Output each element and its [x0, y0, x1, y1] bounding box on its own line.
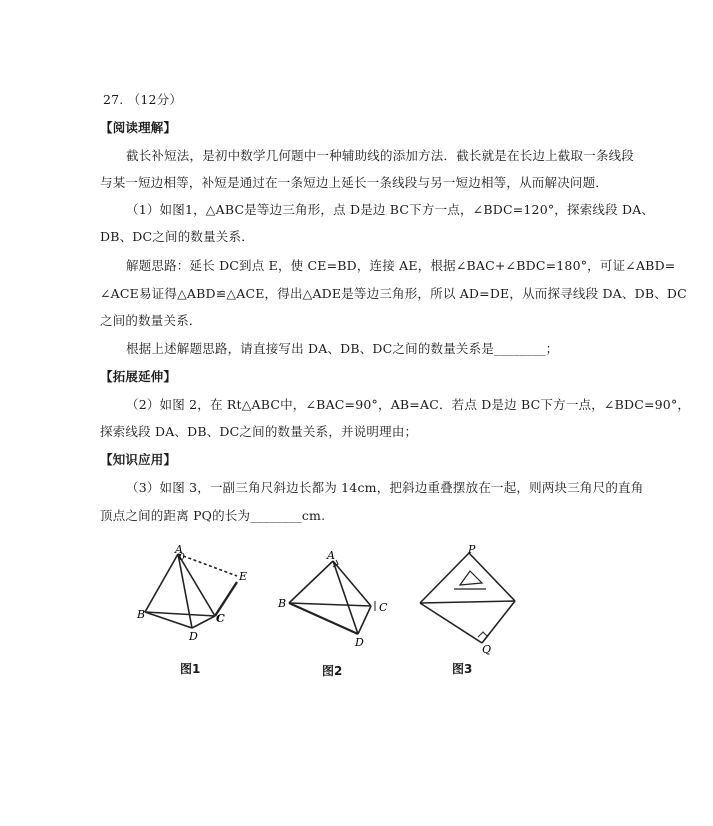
fig2-label-C: C	[379, 601, 388, 614]
fig1-label-D: D	[189, 630, 198, 643]
figure-1-caption: 图1	[180, 662, 201, 676]
intro-line-1: 截长补短法，是初中数学几何题中一种辅助线的添加方法．截长就是在长边上截取一条线段	[126, 148, 635, 163]
fig2-label-D: D	[355, 636, 364, 649]
fig1-label-A: A	[175, 543, 183, 556]
fig3-label-Q: Q	[482, 643, 492, 655]
fig1-label-E: E	[239, 570, 248, 583]
question-2-line-2: 探索线段 DA、DB、DC之间的数量关系，并说明理由；	[100, 424, 418, 439]
figure-2-caption: 图2	[322, 664, 343, 678]
fig1-label-C: C	[216, 612, 225, 625]
question-1-line-2: DB、DC之间的数量关系．	[100, 229, 254, 244]
question-3-line-2: 顶点之间的距离 PQ的长为________cm.	[100, 508, 326, 523]
question-1-line-1: （1）如图1，△ABC是等边三角形，点 D是边 BC下方一点，∠BDC=120°，探索线段 DA、	[126, 202, 655, 217]
fig2-label-A: A	[327, 549, 335, 562]
question-2-line-1: （2）如图 2，在 Rt△ABC中，∠BAC=90°，AB=AC．若点 D是边 BC下方一点，∠BDC=90°，	[126, 397, 691, 412]
figure-2	[275, 545, 405, 655]
figure-1	[135, 540, 265, 650]
section-application: 【知识应用】	[100, 452, 177, 467]
hint-line-3: 之间的数量关系．	[100, 313, 202, 328]
hint-line-2: ∠ACE易证得△ABD≌△ACE，得出△ADE是等边三角形，所以 AD=DE，从而探寻线段 DA、DB、DC	[100, 286, 687, 301]
answer-prompt: 根据上述解题思路，请直接写出 DA、DB、DC之间的数量关系是________；	[126, 341, 559, 356]
fig1-label-B: B	[137, 608, 146, 621]
fig3-label-P: P	[468, 545, 476, 556]
section-extension: 【拓展延伸】	[100, 369, 177, 384]
section-reading: 【阅读理解】	[100, 120, 177, 135]
problem-number: 27. （12分）	[103, 92, 183, 107]
hint-line-1: 解题思路：延长 DC到点 E，使 CE=BD，连接 AE，根据∠BAC+∠BDC=180°，可证∠ABD=	[126, 258, 676, 273]
fig2-label-B: B	[278, 597, 287, 610]
question-3-line-1: （3）如图 3，一副三角尺斜边长都为 14cm，把斜边重叠摆放在一起，则两块三角尺的直角	[126, 480, 644, 495]
fig1-label-zero: 0	[179, 553, 185, 563]
intro-line-2: 与某一短边相等，补短是通过在一条短边上延长一条线段与另一短边相等，从而解决问题．	[100, 175, 609, 190]
figure-3	[412, 545, 532, 655]
figure-3-caption: 图3	[452, 662, 473, 676]
